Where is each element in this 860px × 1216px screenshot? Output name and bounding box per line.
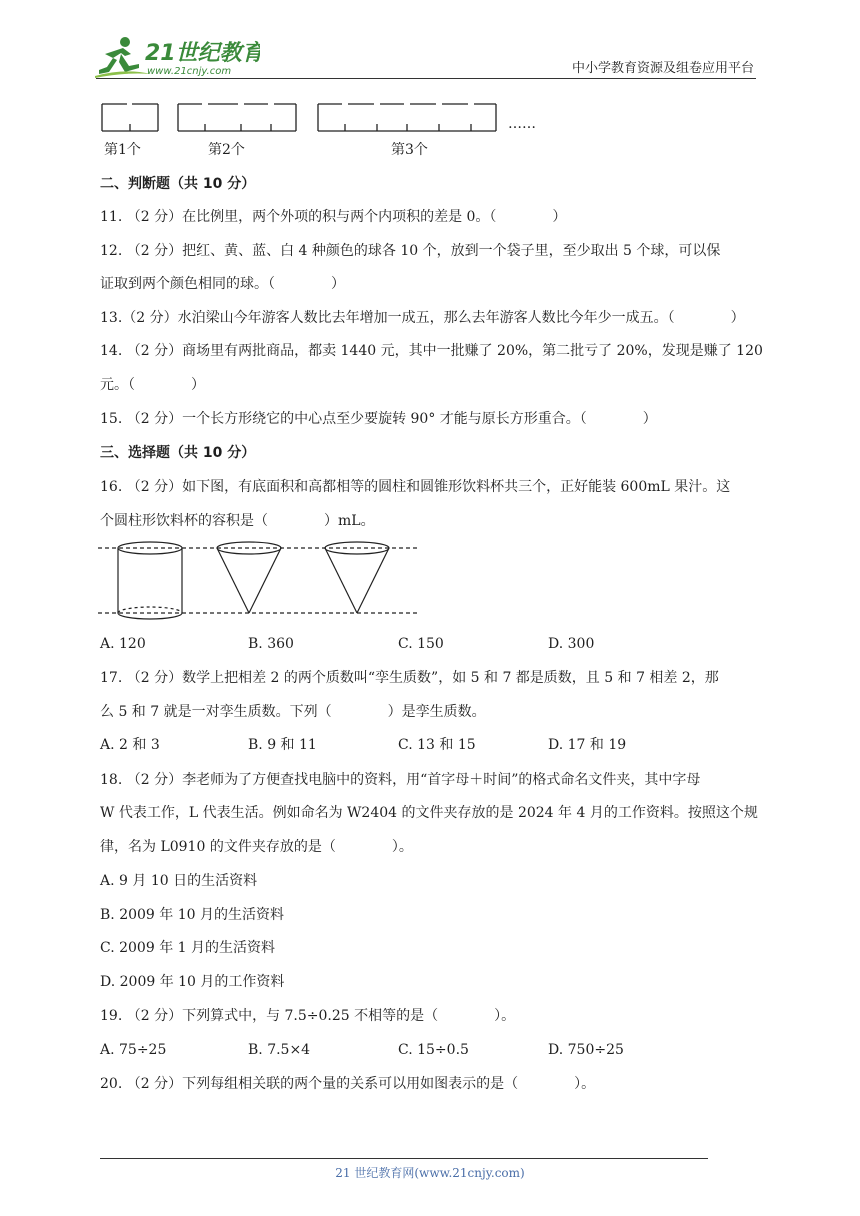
question-18-line2: W 代表工作，L 代表生活。例如命名为 W2404 的文件夹存放的是 2024 年 4 月的工作资料。按照这个规 [100,805,758,821]
question-20: 20. （2 分）下列每组相关联的两个量的关系可以用如图表示的是（ ）。 [100,1076,596,1092]
q16-option-b: B. 360 [248,636,294,652]
section-title-judgment: 二、判断题（共 10 分） [100,176,256,192]
q18-option-b: B. 2009 年 10 月的生活资料 [100,907,284,923]
header-divider [96,78,756,79]
q19-option-b: B. 7.5×4 [248,1042,311,1058]
q17-option-a: A. 2 和 3 [100,737,160,753]
question-17-line1: 17. （2 分）数学上把相差 2 的两个质数叫“孪生质数”，如 5 和 7 都是质数，且 5 和 7 相差 2，那 [100,670,719,686]
question-18-line1: 18. （2 分）李老师为了方便查找电脑中的资料，用“首字母＋时间”的格式命名文件夹，其中字母 [100,772,701,788]
platform-name: 中小学教育资源及组卷应用平台 [572,61,755,76]
figure-label-3: 第3个 [391,142,428,158]
question-13: 13.（2 分）水泊梁山今年游客人数比去年增加一成五，那么去年游客人数比今年少一成五。（ ） [100,310,745,326]
question-18-line3: 律，名为 L0910 的文件夹存放的是（ ）。 [100,839,413,855]
question-15: 15. （2 分）一个长方形绕它的中心点至少要旋转 90° 才能与原长方形重合。（ ） [100,411,657,427]
footer-divider [100,1158,708,1159]
question-17-line2: 么 5 和 7 就是一对孪生质数。下列（ ）是孪生质数。 [100,704,486,720]
q17-option-d: D. 17 和 19 [548,737,627,753]
question-19: 19. （2 分）下列算式中，与 7.5÷0.25 不相等的是（ ）。 [100,1008,516,1024]
figure-label-2: 第2个 [208,142,245,158]
site-logo [95,34,260,80]
q17-option-c: C. 13 和 15 [398,737,476,753]
cylinder-cone-figure [96,538,426,626]
q18-option-d: D. 2009 年 10 月的工作资料 [100,974,285,990]
question-12-line1: 12. （2 分）把红、黄、蓝、白 4 种颜色的球各 10 个，放到一个袋子里，至少取出 5 个球，可以保 [100,243,721,259]
question-14-line2: 元。（ ） [100,377,205,393]
q18-option-c: C. 2009 年 1 月的生活资料 [100,940,275,956]
figure-label-1: 第1个 [104,142,141,158]
question-11: 11. （2 分）在比例里，两个外项的积与两个内项积的差是 0。（ ） [100,209,567,225]
q19-option-a: A. 75÷25 [100,1042,167,1058]
q17-option-b: B. 9 和 11 [248,737,317,753]
logo-text: 21世纪教育 [145,41,260,66]
segment-figure [96,98,556,138]
q19-option-c: C. 15÷0.5 [398,1042,469,1058]
q19-option-d: D. 750÷25 [548,1042,624,1058]
q16-option-c: C. 150 [398,636,444,652]
ellipsis: …… [508,116,536,132]
question-14-line1: 14. （2 分）商场里有两批商品，都卖 1440 元，其中一批赚了 20%，第二批亏了 20%，发现是赚了 120 [100,343,763,359]
q18-option-a: A. 9 月 10 日的生活资料 [100,873,258,889]
q16-option-a: A. 120 [100,636,146,652]
question-16-line2: 个圆柱形饮料杯的容积是（ ）mL。 [100,513,375,529]
q16-option-d: D. 300 [548,636,595,652]
question-12-line2: 证取到两个颜色相同的球。（ ） [100,276,345,292]
section-title-choice: 三、选择题（共 10 分） [100,445,256,461]
logo-url: www.21cnjy.com [147,66,232,77]
footer-link[interactable]: 21 世纪教育网(www.21cnjy.com) [335,1166,525,1180]
question-16-line1: 16. （2 分）如下图，有底面积和高都相等的圆柱和圆锥形饮料杯共三个，正好能装 600mL 果汁。这 [100,479,731,495]
runner-icon [95,34,260,80]
